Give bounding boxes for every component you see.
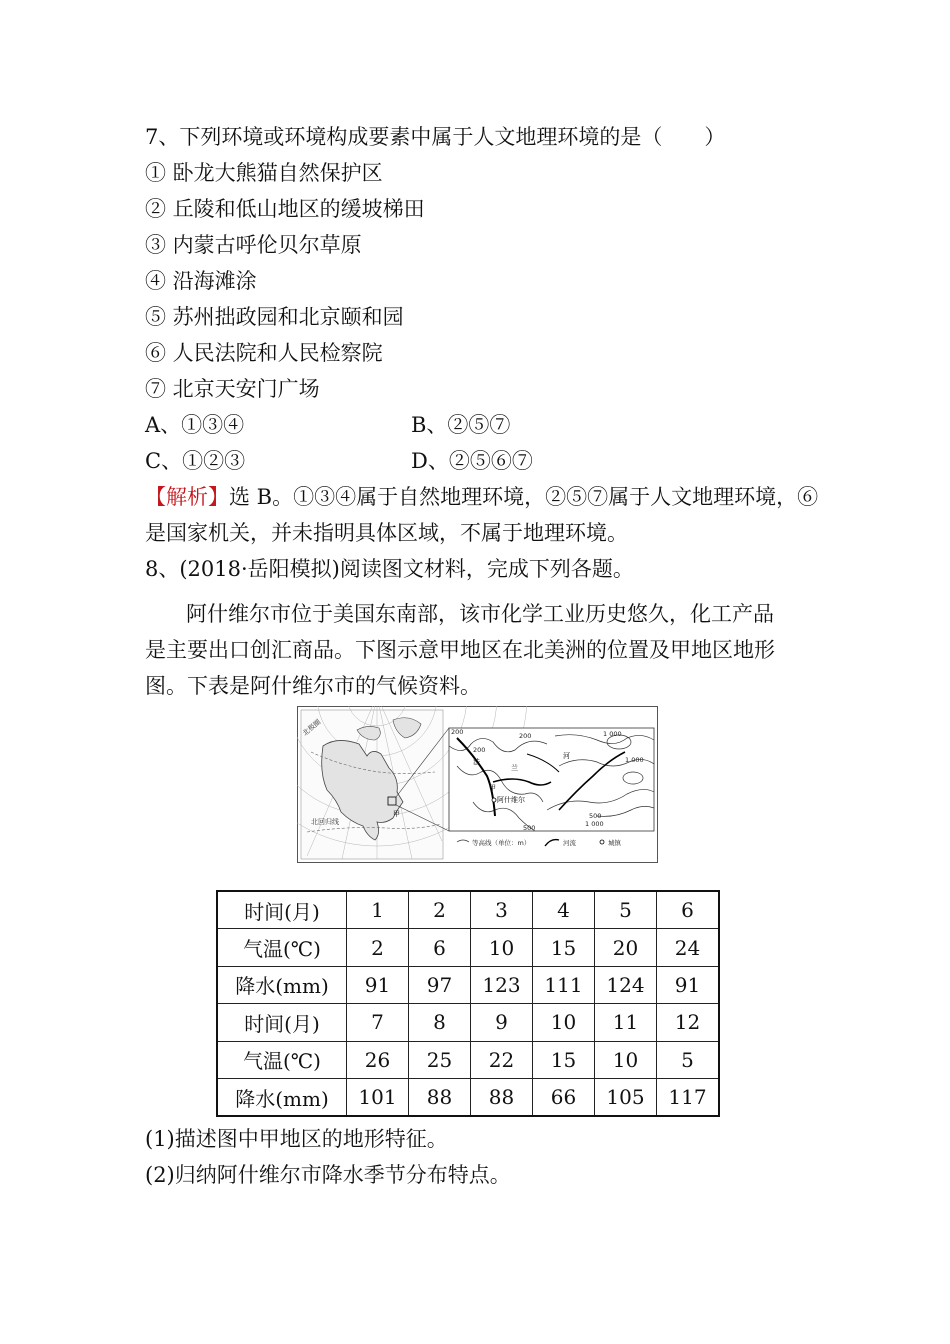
value-cell: 124 [595, 966, 657, 1003]
river-label-fa: 法 [473, 758, 480, 766]
arctic-circle-label: 北极圈 [301, 717, 323, 738]
row-header-cell: 气温(℃) [217, 1041, 347, 1078]
value-cell: 10 [471, 929, 533, 966]
river-label-lan: 兰 [511, 764, 518, 772]
area-jia-label: 甲 [393, 810, 400, 818]
value-cell: 5 [595, 891, 657, 929]
location-and-topographic-map [297, 706, 658, 863]
table-row [217, 1004, 719, 1041]
q7-item-4: ④ 沿海滩涂 [145, 269, 257, 293]
q8-stem: 8、(2018·岳阳模拟)阅读图文材料，完成下列各题。 [145, 557, 634, 581]
value-cell: 111 [533, 966, 595, 1003]
row-header-cell: 降水(mm) [217, 966, 347, 1003]
q8-paragraph-line-2: 是主要出口创汇商品。下图示意甲地区在北美洲的位置及甲地区地形 [145, 638, 775, 662]
contour-label-8: 1 000 [585, 820, 604, 828]
q7-item-2: ② 丘陵和低山地区的缓坡梯田 [145, 197, 425, 221]
value-cell: 88 [409, 1078, 471, 1116]
river-label-he: 河 [563, 752, 570, 760]
value-cell: 91 [347, 966, 409, 1003]
row-header-cell: 气温(℃) [217, 929, 347, 966]
table-row [217, 929, 719, 966]
q7-stem: 7、下列环境或环境构成要素中属于人文地理环境的是（ ） [145, 125, 726, 149]
value-cell: 15 [533, 1041, 595, 1078]
q7-item-3: ③ 内蒙古呼伦贝尔草原 [145, 233, 362, 257]
value-cell: 26 [347, 1041, 409, 1078]
q7-option-d: D、②⑤⑥⑦ [411, 449, 533, 473]
value-cell: 105 [595, 1078, 657, 1116]
analysis-text: 选 B。①③④属于自然地理环境，②⑤⑦属于人文地理环境，⑥ [229, 485, 819, 509]
contour-label-2: 200 [473, 746, 486, 754]
row-header-cell: 时间(月) [217, 891, 347, 929]
q8-paragraph-line-3: 图。下表是阿什维尔市的气候资料。 [145, 674, 481, 698]
value-cell: 15 [533, 929, 595, 966]
table-row [217, 1078, 719, 1116]
contour-label-7: 500 [523, 824, 536, 832]
tropic-of-cancer-label: 北回归线 [311, 818, 339, 826]
table-row [217, 891, 719, 929]
q7-item-5: ⑤ 苏州拙政园和北京颐和园 [145, 305, 404, 329]
value-cell: 22 [471, 1041, 533, 1078]
value-cell: 66 [533, 1078, 595, 1116]
value-cell: 12 [657, 1004, 720, 1041]
q7-item-6: ⑥ 人民法院和人民检察院 [145, 341, 383, 365]
value-cell: 11 [595, 1004, 657, 1041]
value-cell: 7 [347, 1004, 409, 1041]
town-legend-icon [600, 840, 604, 844]
q7-analysis-line-2: 是国家机关，并未指明具体区域，不属于地理环境。 [145, 521, 628, 545]
row-header-cell: 降水(mm) [217, 1078, 347, 1116]
table-row [217, 1041, 719, 1078]
value-cell: 20 [595, 929, 657, 966]
contour-label-1: 200 [451, 728, 464, 736]
value-cell: 4 [533, 891, 595, 929]
legend-contour-label: 等高线（单位：m） [472, 839, 531, 847]
q7-analysis-line-1 [145, 479, 818, 515]
value-cell: 8 [409, 1004, 471, 1041]
value-cell: 97 [409, 966, 471, 1003]
contour-label-3: 200 [519, 732, 532, 740]
value-cell: 5 [657, 1041, 720, 1078]
town-marker-icon [492, 798, 496, 802]
q7-option-a: A、①③④ [145, 413, 245, 437]
q7-item-7: ⑦ 北京天安门广场 [145, 377, 320, 401]
climate-table [216, 890, 720, 1117]
q8-subquestion-2: (2)归纳阿什维尔市降水季节分布特点。 [145, 1163, 511, 1187]
q8-subquestion-1: (1)描述图中甲地区的地形特征。 [145, 1127, 448, 1151]
table-row [217, 966, 719, 1003]
value-cell: 117 [657, 1078, 720, 1116]
contour-label-6: 500 [589, 812, 602, 820]
value-cell: 1 [347, 891, 409, 929]
region-jia-label: 甲 [489, 784, 496, 792]
value-cell: 2 [409, 891, 471, 929]
q7-option-c: C、①②③ [145, 449, 246, 473]
contour-label-4: 1 000 [603, 730, 622, 738]
town-asheville-label: 阿什维尔 [497, 796, 525, 804]
legend-river-label: 河流 [563, 839, 576, 847]
value-cell: 91 [657, 966, 720, 1003]
value-cell: 88 [471, 1078, 533, 1116]
q7-option-b: B、②⑤⑦ [411, 413, 511, 437]
q8-paragraph-line-1: 阿什维尔市位于美国东南部，该市化学工业历史悠久，化工产品 [186, 602, 774, 626]
value-cell: 101 [347, 1078, 409, 1116]
value-cell: 2 [347, 929, 409, 966]
q7-item-1: ① 卧龙大熊猫自然保护区 [145, 161, 383, 185]
contour-label-5: 1 000 [625, 756, 644, 764]
analysis-tag: 【解析】 [145, 485, 229, 509]
value-cell: 6 [657, 891, 720, 929]
value-cell: 10 [595, 1041, 657, 1078]
row-header-cell: 时间(月) [217, 1004, 347, 1041]
topographic-map [449, 728, 654, 832]
value-cell: 3 [471, 891, 533, 929]
value-cell: 6 [409, 929, 471, 966]
value-cell: 24 [657, 929, 720, 966]
legend-town-label: 城镇 [608, 839, 621, 847]
value-cell: 10 [533, 1004, 595, 1041]
value-cell: 123 [471, 966, 533, 1003]
value-cell: 25 [409, 1041, 471, 1078]
value-cell: 9 [471, 1004, 533, 1041]
